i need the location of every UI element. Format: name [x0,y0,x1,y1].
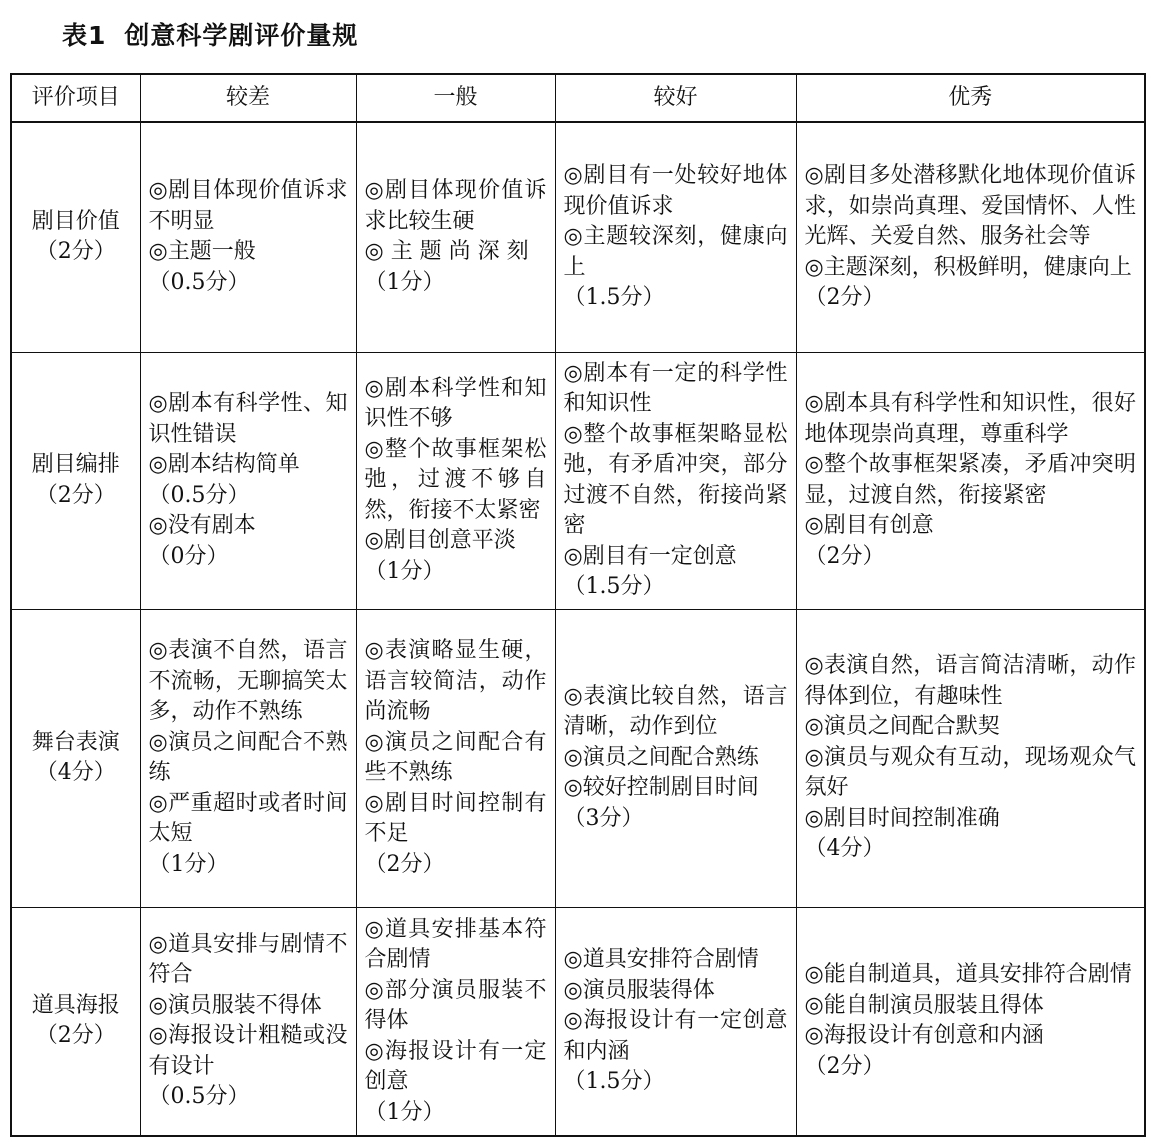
criterion-line: （2分） [804,285,885,310]
criterion-line: ◎演员与观众有互动，现场观众气氛好 [804,744,1136,801]
header-excellent: 优秀 [796,74,1145,122]
criterion-line: ◎主题深刻，积极鲜明，健康向上 [804,254,1132,280]
level-excellent-cell [796,609,1145,907]
table-row [11,122,1145,352]
criterion-line: ◎海报设计有一定创意和内涵 [563,1008,788,1064]
level-average-cell [356,907,555,1136]
level-excellent-cell [796,122,1145,352]
criterion-line: （3分） [563,805,644,831]
criterion-line: ◎剧本有一定的科学性和知识性 [563,360,788,416]
criterion-line: ◎海报设计有创意和内涵 [804,1023,1044,1049]
criterion-name: 剧目编排 [31,452,120,477]
criterion-line: （1.5分） [563,285,665,310]
level-average-cell [356,609,555,907]
criterion-line: ◎主题较深刻，健康向上 [563,224,788,280]
criterion-line: ◎主题一般 [148,239,256,265]
criterion-line: ◎演员之间配合默契 [804,714,1000,740]
criterion-line: ◎表演略显生硬，语言较简洁，动作尚流畅 [364,638,547,724]
criterion-line: （4分） [804,836,885,862]
criterion-line: ◎整个故事框架略显松弛，有矛盾冲突，部分过渡不自然，衔接尚紧密 [563,421,788,538]
criterion-line: ◎剧本具有科学性和知识性，很好地体现崇尚真理，尊重科学 [804,391,1136,447]
criterion-line: ◎剧目有一定创意 [563,543,737,569]
criterion-cell [11,122,140,352]
criterion-max-score: （2分） [35,482,116,508]
criterion-line: ◎剧目时间控制有不足 [364,790,547,846]
criterion-line: ◎演员服装不得体 [148,992,322,1018]
criterion-line: ◎道具安排符合剧情 [563,947,759,972]
criterion-line: ◎道具安排基本符合剧情 [364,916,547,972]
criterion-line: （2分） [364,851,445,877]
criterion-line: ◎部分演员服装不得体 [364,977,547,1033]
criterion-line: （1分） [364,269,445,295]
criterion-line: （1分） [148,851,229,877]
table-row [11,352,1145,609]
criterion-line: ◎能自制道具，道具安排符合剧情 [804,962,1132,988]
criterion-line: ◎能自制演员服装且得体 [804,992,1044,1018]
criterion-line: ◎整个故事框架松弛，过渡不够自然，衔接不太紧密 [364,436,547,523]
level-good-cell [555,122,796,352]
criterion-line: ◎剧目创意平淡 [364,528,516,554]
header-good: 较好 [555,74,796,122]
header-poor: 较差 [140,74,356,122]
criterion-line: ◎剧目有一处较好地体现价值诉求 [563,163,788,219]
criterion-line: ◎没有剧本 [148,513,256,538]
table-title: 创意科学剧评价量规 [124,21,359,50]
criterion-line: （1.5分） [563,1069,665,1094]
criterion-line: ◎海报设计粗糙或没有设计 [148,1023,348,1079]
table-row [11,907,1145,1136]
criterion-line: （1分） [364,1099,445,1125]
level-good-cell [555,352,796,609]
criterion-line: ◎剧本结构简单 [148,452,300,477]
criterion-line: ◎演员服装得体 [563,977,715,1003]
rubric-table [10,73,1146,1137]
header-average: 一般 [356,74,555,122]
criterion-line: （0.5分） [148,269,250,295]
criterion-line: ◎剧目时间控制准确 [804,805,1000,831]
criterion-max-score: （2分） [35,239,116,265]
criterion-cell [11,609,140,907]
criterion-line: （1.5分） [563,574,665,599]
criterion-max-score: （4分） [35,760,116,785]
criterion-line: ◎严重超时或者时间太短 [148,790,348,846]
criterion-line: （1分） [364,558,445,584]
criterion-line: （0.5分） [148,1084,250,1110]
criterion-line: ◎表演比较自然，语言清晰，动作到位 [563,683,788,740]
criterion-line: ◎较好控制剧目时间 [563,775,759,801]
criterion-line: ◎表演不自然，语言不流畅，无聊搞笑太多，动作不熟练 [148,638,348,724]
table-number: 表1 [62,21,107,50]
criterion-cell [11,352,140,609]
criterion-line: ◎剧目有创意 [804,513,934,538]
table-caption [62,16,358,52]
criterion-line: ◎ 主 题 尚 深 刻 [364,239,529,265]
criterion-line: ◎剧目体现价值诉求比较生硬 [364,178,547,234]
level-average-cell [356,122,555,352]
criterion-line: （0分） [148,543,229,569]
criterion-name: 剧目价值 [31,208,120,234]
criterion-line: ◎道具安排与剧情不符合 [148,931,348,988]
criterion-line: ◎海报设计有一定创意 [364,1038,547,1094]
criterion-line: ◎剧本科学性和知识性不够 [364,375,547,432]
level-poor-cell [140,122,356,352]
criterion-name: 舞台表演 [31,729,120,755]
level-good-cell [555,609,796,907]
level-good-cell [555,907,796,1136]
table-row [11,609,1145,907]
criterion-cell [11,907,140,1136]
criterion-line: ◎演员之间配合熟练 [563,744,759,770]
level-average-cell [356,352,555,609]
criterion-line: ◎整个故事框架紧凑，矛盾冲突明显，过渡自然，衔接紧密 [804,452,1136,508]
criterion-line: （0.5分） [148,482,250,508]
header-item: 评价项目 [11,74,140,122]
criterion-line: ◎剧目多处潜移默化地体现价值诉求，如崇尚真理、爱国情怀、人性光辉、关爱自然、服务社会等 [804,163,1136,249]
level-excellent-cell [796,907,1145,1136]
criterion-line: ◎剧本有科学性、知识性错误 [148,391,348,447]
criterion-line: ◎演员之间配合不熟练 [148,729,348,785]
level-poor-cell [140,609,356,907]
level-poor-cell [140,907,356,1136]
criterion-max-score: （2分） [35,1023,116,1049]
criterion-line: （2分） [804,543,885,569]
criterion-line: ◎演员之间配合有些不熟练 [364,729,547,785]
criterion-name: 道具海报 [31,992,120,1018]
header-row [11,74,1145,122]
criterion-line: ◎表演自然，语言简洁清晰，动作得体到位，有趣味性 [804,653,1136,709]
criterion-line: ◎剧目体现价值诉求不明显 [148,178,348,234]
criterion-line: （2分） [804,1053,885,1079]
level-excellent-cell [796,352,1145,609]
level-poor-cell [140,352,356,609]
